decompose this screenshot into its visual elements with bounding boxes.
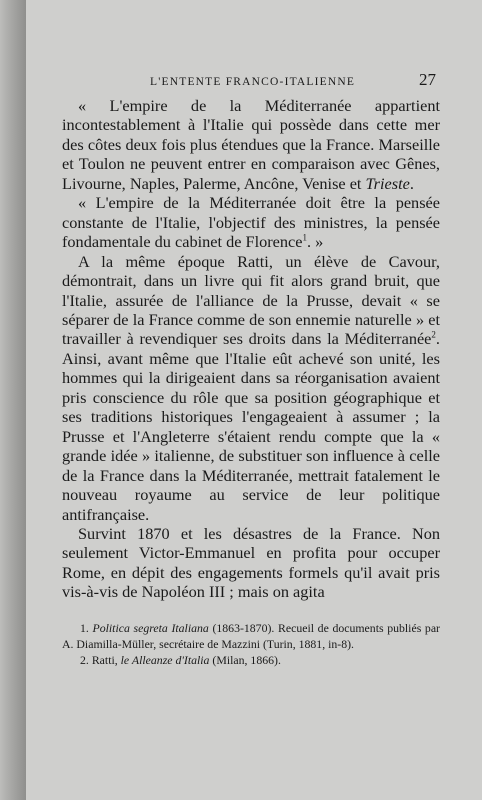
book-spine-shadow <box>0 0 26 800</box>
footnote-2-title: le Alleanze d'Italia <box>120 653 210 668</box>
page-number: 27 <box>419 70 436 89</box>
paragraph-1870: Survint 1870 et les désastres de la France. Non seulement Victor-Emmanuel en profita pour occuper Rome, en dépit des engagements formels qu'il avait pris vis-à-vis de Napoléon III ; mais on agita <box>62 523 440 602</box>
paragraph-quote-2: « L'empire de la Méditerranée doit être la pensée constante de l'Italie, l'objectif des ministres, la pensée fondamentale du cabinet de Florence$^1$. » <box>62 193 440 252</box>
footnotes <box>62 620 440 669</box>
body-text <box>62 96 440 602</box>
running-title: L'ENTENTE FRANCO-ITALIENNE <box>150 76 356 88</box>
paragraph-ratti: A la même époque Ratti, un élève de Cavour, démontrait, dans un livre qui fit alors grand bruit, que l'Italie, assurée de l'alliance de la Prusse, devait « se séparer de la France comme de son ennemie naturelle » et travailler à revendiquer ses droits dans la Méditerranée$^2$. Ainsi, avant même que l'Italie eût achevé son unité, les hommes qui la dirigeaient dans sa réorganisation avaient pris conscience du rôle que sa position géographique et ses traditions historiques l'engageaient à assumer ; la Prusse et l'Angleterre s'étaient rendu compte que la « grande idée » italienne, de substituer son influence à celle de la France dans la Méditerranée, mettrait fatalement le nouveau royaume au service de leur politique antifrançaise. <box>62 251 440 524</box>
footnote-1: 1. Politica segreta Italiana (1863-1870). Recueil de documents publiés par A. Diamilla-Müller, secrétaire de Mazzini (Turin, 1881, in-8). <box>62 621 440 652</box>
footnote-ref-1: 1 <box>302 232 307 243</box>
italic-word: Trieste <box>365 173 410 193</box>
book-page <box>26 0 482 800</box>
footnote-1-title: Politica segreta Italiana <box>92 621 209 635</box>
running-header <box>150 70 436 92</box>
paragraph-quote-1: « L'empire de la Méditerranée appartient incontestablement à l'Italie qui possède dans cette mer des côtes deux fois plus étendues que la France. Marseille et Toulon ne peuvent entrer en comparaison avec Gênes, Livourne, Naples, Palerme, Ancône, Venise et Trieste. <box>62 96 440 193</box>
footnote-2: 2. Ratti, le Alleanze d'Italia (Milan, 1866). <box>80 653 281 668</box>
footnote-ref-2: 2 <box>431 330 436 341</box>
